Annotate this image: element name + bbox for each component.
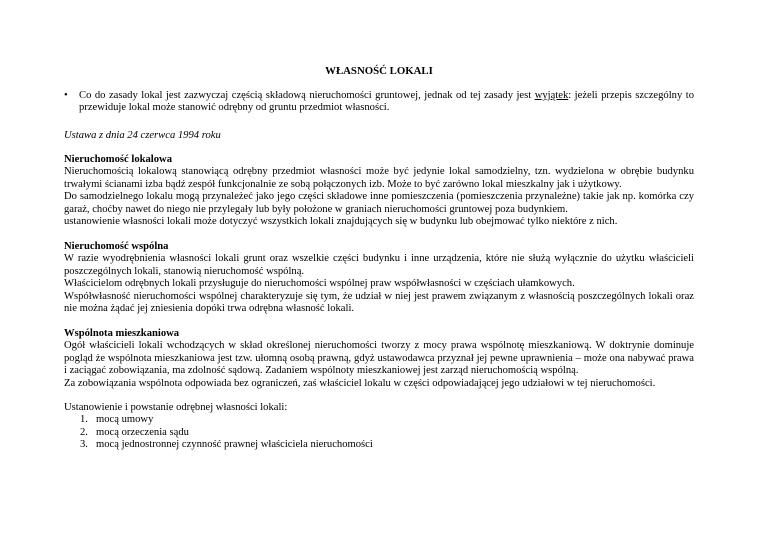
bullet-text-after: : jeżeli przepis szczególny to przewiduje lokal może stanowić odrębny od gruntu przedmiot własności. xyxy=(79,90,694,114)
list-item-text: mocą jednostronnej czynność prawnej właściciela nieruchomości xyxy=(96,439,373,451)
list-item-text: mocą umowy xyxy=(96,414,154,426)
section-paragraph: Za zobowiązania wspólnota odpowiada bez ograniczeń, zaś właściciel lokalu w części odpowiadającej jego udziałowi w tej nieruchomości. xyxy=(64,377,656,389)
section-paragraph: Do samodzielnego lokalu mogą przynależeć jako jego części składowe inne pomieszczenia (pomieszczenia przynależne) takie jak np. komórka czy garaż, choćby nawet do niego nie przylegały lub były położone w graniach nieruchomości gruntowej poza budynkiem. xyxy=(64,191,694,215)
section-paragraph: Nieruchomością lokalową stanowiącą odrębny przedmiot własności może być jedynie lokal samodzielny, tzn. wydzielona w obrębie budynku trwałymi ścianami izba bądź zespół funkcjonalnie ze sobą połączonych izb. Może to być zarówno lokal mieszkalny jak i użytkowy. xyxy=(64,166,694,190)
section-paragraph: ustanowienie własności lokali może dotyczyć wszystkich lokali znajdujących się w budynku lub obejmować tylko niektóre z nich. xyxy=(64,216,618,228)
list-item xyxy=(64,414,694,426)
section-heading: Wspólnota mieszkaniowa xyxy=(64,328,180,339)
ustanowienie-intro: Ustanowienie i powstanie odrębnej własności lokali: xyxy=(64,402,288,413)
bullet-dot-icon: • xyxy=(64,90,68,101)
section-paragraph: Właścicielom odrębnych lokali przysługuje do nieruchomości wspólnej praw współwłasności w częściach ułamkowych. xyxy=(64,278,575,290)
bullet-text xyxy=(79,90,694,115)
section-nieruchomosc-wspolna xyxy=(64,241,694,315)
list-item-number: 1. xyxy=(80,414,88,426)
ustanowienie-list xyxy=(64,414,694,451)
list-item-text: mocą orzeczenia sądu xyxy=(96,426,189,438)
list-item xyxy=(64,427,694,439)
bullet-item xyxy=(64,90,694,115)
section-heading: Nieruchomość lokalowa xyxy=(64,154,172,165)
list-item-number: 2. xyxy=(80,426,88,438)
document-title: WŁASNOŚĆ LOKALI xyxy=(325,65,433,77)
section-heading: Nieruchomość wspólna xyxy=(64,241,169,252)
section-paragraph: Współwłasność nieruchomości wspólnej charakteryzuje się tym, że udział w niej jest prawem związanym z własnością poszczególnych lokali oraz nie można żądać jej zniesienia dopóki trwa odrębna własność lokali. xyxy=(64,290,694,315)
section-nieruchomosc-lokalowa xyxy=(64,154,694,228)
list-item-number: 3. xyxy=(80,439,88,451)
ustanowienie-block xyxy=(64,402,694,452)
list-item xyxy=(64,439,694,451)
section-paragraph: Ogół właścicieli lokali wchodzących w skład określonej nieruchomości tworzy z mocy prawa wspólnotę mieszkaniową. W doktrynie dominuje pogląd że wspólnota mieszkaniowa jest tzw. ułomną osobą prawną, gdyż ustawodawca przyznał jej pewne uprawnienia – może ona nabywać prawa i zaciągać zobowiązania, ma zdolność sądową. Zadaniem wspólnoty mieszkaniowej jest zarząd nieruchomością wspólną. xyxy=(64,340,694,377)
bullet-text-before: Co do zasady lokal jest zazwyczaj częścią składową nieruchomości gruntowej, jednak od tej zasady jest xyxy=(79,90,535,101)
section-paragraph: W razie wyodrębnienia własności lokali grunt oraz wszelkie części budynku i inne urządzenia, które nie służą wyłącznie do użytku właścicieli poszczególnych lokali, stanowią nieruchomość wspólną. xyxy=(64,253,694,277)
act-reference: Ustawa z dnia 24 czerwca 1994 roku xyxy=(64,130,221,141)
bullet-underlined-word: wyjątek xyxy=(534,90,569,101)
section-wspolnota-mieszkaniowa xyxy=(64,328,694,390)
